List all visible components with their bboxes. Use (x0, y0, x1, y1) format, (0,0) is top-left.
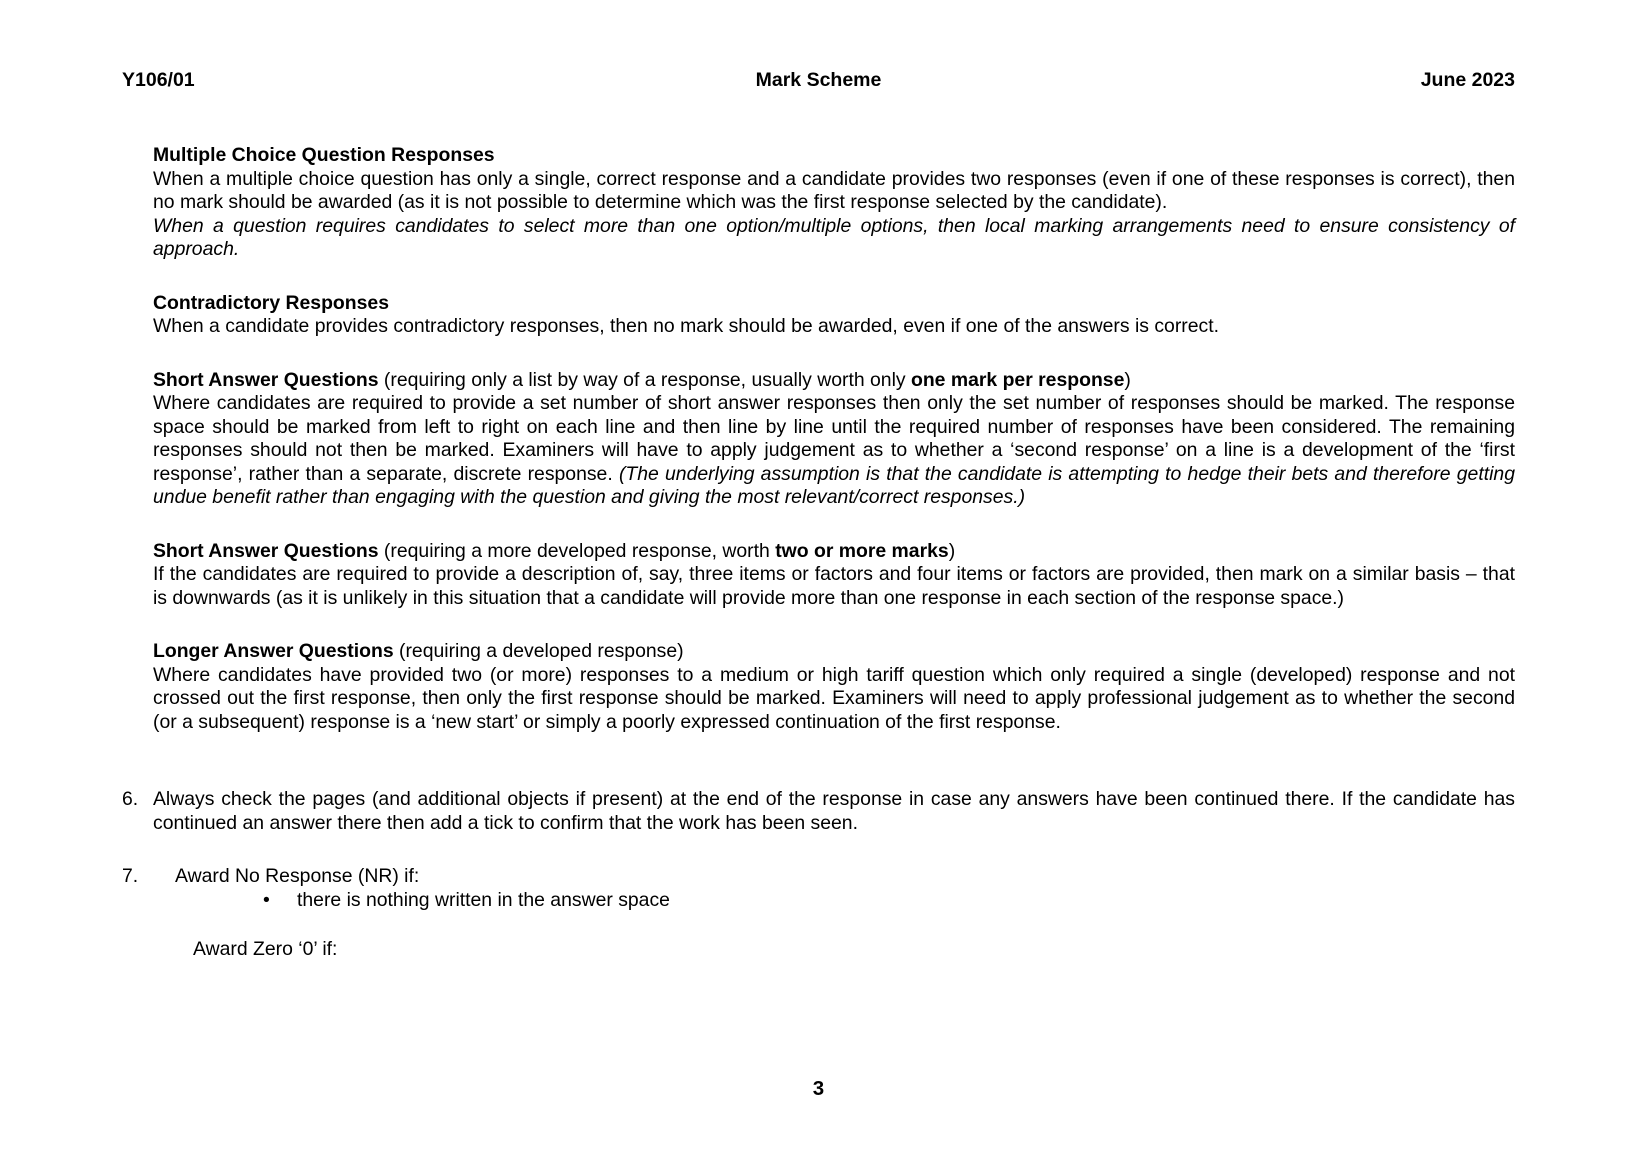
page-number: 3 (812, 1077, 825, 1100)
section-heading (153, 144, 1515, 168)
section-heading (153, 540, 1515, 564)
item-text: Award No Response (NR) if: (175, 865, 420, 887)
text-run: two or more marks (775, 539, 949, 562)
doc-title: Mark Scheme (755, 69, 882, 91)
numbered-item (122, 865, 1515, 912)
document-section (122, 144, 1515, 262)
section-paragraph (153, 168, 1515, 215)
document-body (122, 144, 1515, 962)
section-paragraph (153, 563, 1515, 610)
text-run: ) (1124, 368, 1131, 391)
item-body (153, 788, 1515, 835)
numbered-item (122, 788, 1515, 835)
item-number: 7. (122, 865, 139, 887)
text-run: ) (948, 539, 956, 562)
text-run: If the candidates are required to provide a description of, say, three items or factors and four items or factors are provided, then mark on a similar basis – that is downwards (as it is unlikely in this situation that a candidate will provide more than one response in each section of the response space.) (153, 563, 1515, 609)
section-paragraph (153, 392, 1515, 510)
document-section (122, 369, 1515, 510)
text-run: When a question requires candidates to select more than one option/multiple options, then local marking arrangements need to ensure consistency of approach. (153, 214, 1515, 260)
text-run: Longer Answer Questions (153, 640, 394, 662)
document-section (122, 640, 1515, 734)
text-run: Multiple Choice Question Responses (153, 144, 495, 166)
doc-code: Y106/01 (122, 69, 195, 91)
section-heading (153, 640, 1515, 664)
bullet-row (263, 889, 1515, 913)
bullet-text: there is nothing written in the answer space (297, 888, 670, 911)
text-run: (The underlying assumption is that the candidate is attempting to hedge their bets and therefore getting undue benefit rather than engaging with the question and giving the most relevant/correct responses.) (153, 462, 1515, 508)
section-paragraph (153, 664, 1515, 735)
bullet-icon: • (263, 888, 270, 911)
text-run: Short Answer Questions (153, 539, 379, 562)
text-run: (requiring a more developed response, worth (378, 539, 776, 562)
text-run: Short Answer Questions (153, 368, 379, 391)
text-run: When a multiple choice question has only a single, correct response and a candidate provides two responses (even if one of these responses is correct), then no mark should be awarded (as it is not possible to determine which was the first response selected by the candidate). (153, 167, 1515, 213)
text-run: one mark per response (910, 368, 1125, 391)
item-body (175, 865, 1515, 912)
text-run: Contradictory Responses (153, 291, 389, 314)
page-header (122, 69, 1515, 93)
sections-container (122, 144, 1515, 734)
section-paragraph (153, 315, 1515, 339)
text-run: When a candidate provides contradictory responses, then no mark should be awarded, even if one of the answers is correct. (153, 315, 1219, 337)
item-text: Always check the pages (and additional objects if present) at the end of the response in case any answers have been continued there. If the candidate has continued an answer there then add a tick to confirm that the work has been seen. (153, 788, 1515, 834)
document-section (122, 292, 1515, 339)
text-run: (requiring only a list by way of a response, usually worth only (378, 368, 911, 391)
section-paragraph (153, 215, 1515, 262)
text-run: Where candidates have provided two (or more) responses to a medium or high tariff question which only required a single (developed) response and not crossed out the first response, then only the first response should be marked. Examiners will need to apply professional judgement as to whether the second (or a subsequent) response is a ‘new start’ or simply a poorly expressed continuation of the first response. (153, 663, 1515, 733)
section-heading (153, 369, 1515, 393)
award-zero-label: Award Zero ‘0’ if: (193, 938, 338, 960)
item-number: 6. (122, 788, 139, 810)
text-run: Where candidates are required to provide a set number of short answer responses then only the set number of responses should be marked. The response space should be marked from left to right on each line and then line by line until the required number of responses have been considered. The remaining responses should not then be marked. Examiners will have to apply judgement as to whether a ‘second response’ on a line is a development of the ‘first response’, rather than a separate, discrete response. (153, 392, 1515, 485)
numbered-items-container (122, 788, 1515, 912)
doc-date: June 2023 (1420, 69, 1515, 91)
text-run: (requiring a developed response) (393, 640, 684, 662)
section-heading (153, 292, 1515, 316)
document-section (122, 540, 1515, 611)
